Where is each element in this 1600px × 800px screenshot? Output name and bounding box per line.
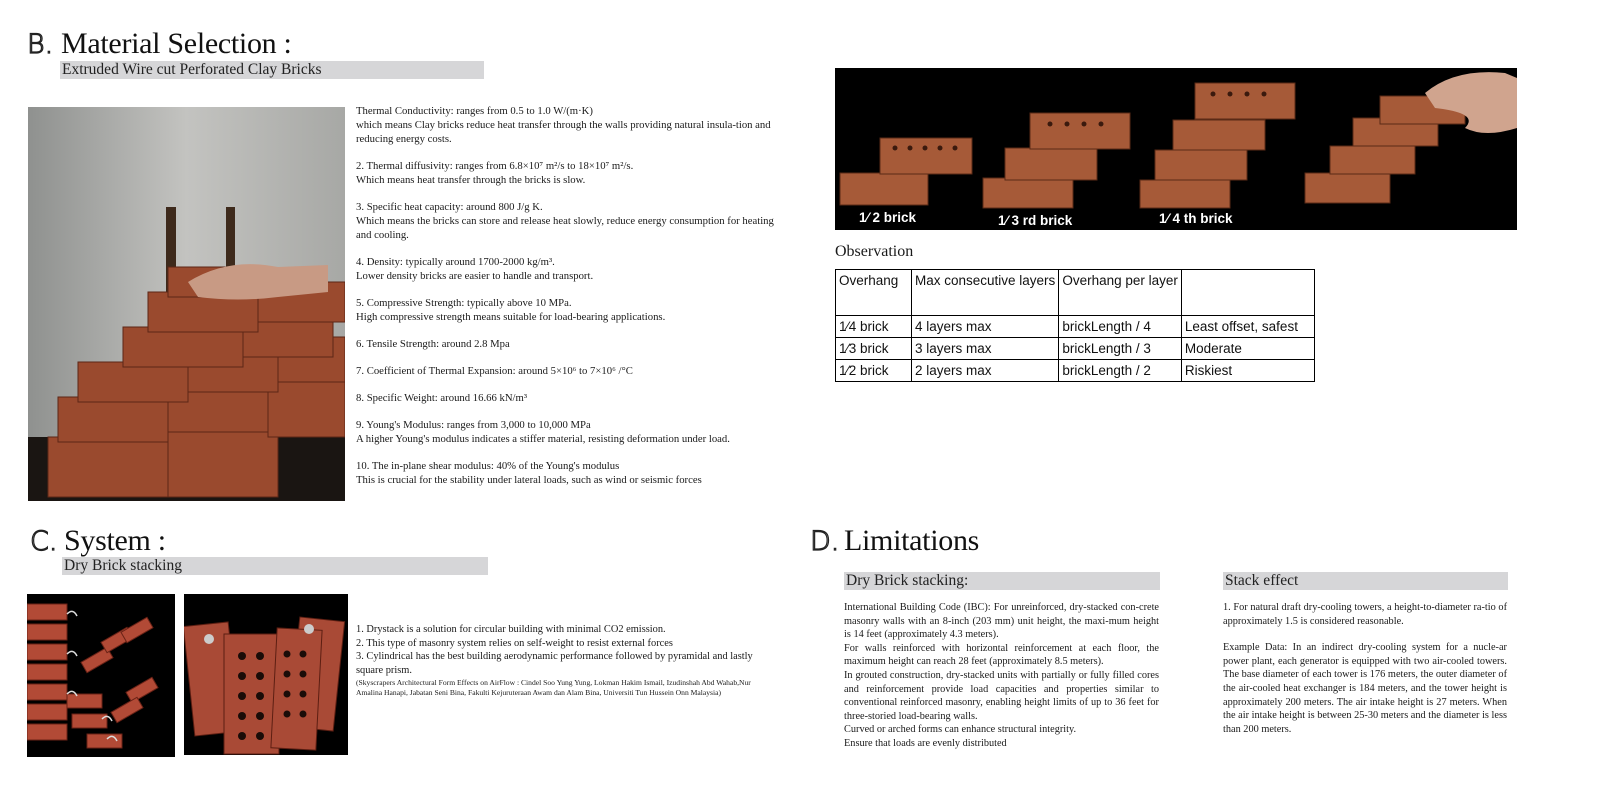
half-brick-label: 1⁄ 2 brick (859, 210, 917, 225)
table-header-row (836, 270, 1315, 316)
section-letter-c: C. (30, 526, 58, 557)
material-properties-list (356, 104, 776, 500)
limitation-paragraph: 1. For natural draft dry-cooling towers, a height-to-diameter ra-tio of approximately 1.5 is considered reasonable. (1223, 602, 1507, 627)
table-cell: 2 layers max (912, 360, 1059, 382)
observation-table (835, 269, 1315, 382)
table-cell: Riskiest (1181, 360, 1314, 382)
table-cell: 1⁄2 brick (836, 360, 912, 382)
system-point: 2. This type of masonry system relies on self-weight to resist external forces (356, 637, 673, 649)
table-cell: brickLength / 3 (1059, 338, 1182, 360)
property-item: 7. Coefficient of Thermal Expansion: around 5×10⁶ to 7×10⁶ /°C (356, 365, 633, 377)
table-row (836, 338, 1315, 360)
system-subtitle: Dry Brick stacking (62, 557, 488, 575)
table-cell: brickLength / 2 (1059, 360, 1182, 382)
material-subtitle: Extruded Wire cut Perforated Clay Bricks (60, 61, 484, 79)
limitation-paragraph: Ensure that loads are evenly distributed (844, 737, 1007, 749)
limitation-paragraph: International Building Code (IBC): For unreinforced, dry-stacked con-crete masonry walls with an 8-inch (203 mm) unit height, the maxi-mum height is 14 feet (approximately 4.3 meters). (844, 602, 1159, 641)
property-item: 4. Density: typically around 1700-2000 kg/m³. Lower density bricks are easier to handle and transport. (356, 256, 594, 282)
section-letter-b: B. (27, 29, 54, 60)
table-row (836, 316, 1315, 338)
observation-title: Observation (835, 243, 914, 260)
property-item: 5. Compressive Strength: typically above 10 MPa. High compressive strength means suitable for load-bearing applications. (356, 297, 666, 323)
property-item: 2. Thermal diffusivity: ranges from 6.8×10⁷ m²/s to 18×10⁷ m²/s. Which means heat transfer through the bricks is slow. (356, 160, 634, 186)
table-cell: 4 layers max (912, 316, 1059, 338)
perforated-bricks-illustration (184, 594, 348, 755)
third-brick-label: 1⁄ 3 rd brick (998, 213, 1073, 228)
quarter-brick-label: 1⁄ 4 th brick (1159, 211, 1233, 226)
limitation-paragraph: Example Data: In an indirect dry-cooling system for a nucle-ar power plant, each generator is equipped with two air-cooled towers. The base diameter of each tower is 176 meters, the outer diameter of the air-cooled heat exchanger is 184 meters, and the tower height is approximately 200 meters. The air intake height is 27 meters. When the air intake height is between 25-30 meters and the diameter is less than 200 meters. (1223, 642, 1507, 735)
stack-effect-heading: Stack effect (1223, 572, 1508, 590)
property-item: 6. Tensile Strength: around 2.8 Mpa (356, 338, 510, 350)
system-point: 3. Cylindrical has the best building aerodynamic performance followed by pyramidal and lastly square prism. (356, 651, 753, 676)
table-cell: Moderate (1181, 338, 1314, 360)
header-cell: Overhang per layer (1059, 270, 1182, 316)
system-point: 1. Drystack is a solution for circular building with minimal CO2 emission. (356, 624, 666, 635)
limitation-paragraph: Curved or arched forms can enhance structural integrity. (844, 724, 1077, 736)
property-item: 10. The in-plane shear modulus: 40% of the Young's modulus This is crucial for the stability under lateral loads, such as wind or seismic forces (356, 460, 702, 486)
limitation-paragraph: For walls reinforced with horizontal reinforcement at each floor, the maximum height can reach 28 feet (approximately 8.5 meters). (844, 642, 1159, 668)
brick-pile-illustration (28, 107, 345, 501)
material-selection-title: Material Selection : (61, 27, 292, 60)
system-title: System : (64, 524, 166, 557)
property-item: 9. Young's Modulus: ranges from 3,000 to 10,000 MPa A higher Young's modulus indicates a stiffer material, resisting deformation under load. (356, 419, 730, 445)
limitations-title: Limitations (844, 524, 980, 557)
brick-stacks-illustration (835, 68, 1517, 230)
section-letter-d: D. (810, 526, 840, 557)
dry-stacking-limitations (844, 601, 1159, 751)
brick-wall-pins-photo (27, 594, 175, 757)
table-cell: 3 layers max (912, 338, 1059, 360)
table-cell: Least offset, safest (1181, 316, 1314, 338)
dry-stacking-heading: Dry Brick stacking: (844, 572, 1160, 590)
system-points (356, 623, 776, 697)
table-cell: brickLength / 4 (1059, 316, 1182, 338)
table-cell: 1⁄4 brick (836, 316, 912, 338)
limitation-paragraph: In grouted construction, dry-stacked units with partially or fully filled cores and reinforcement provide load capacities and properties similar to conventional reinforced masonry, enabling height limits of up to 36 feet for three-storied load-bearing walls. (844, 669, 1159, 722)
header-cell: Max consecutive layers (912, 270, 1059, 316)
header-cell (1181, 270, 1314, 316)
brick-wall-illustration (27, 594, 175, 757)
property-item: 8. Specific Weight: around 16.66 kN/m³ (356, 392, 528, 404)
header-cell: Overhang (836, 270, 912, 316)
property-item: 3. Specific heat capacity: around 800 J/g K. Which means the bricks can store and release heat slowly, reduce energy consumption for heating and cooling. (356, 201, 774, 241)
overhang-stacking-photo (835, 68, 1517, 230)
property-item: Thermal Conductivity: ranges from 0.5 to 1.0 W/(m·K) which means Clay bricks reduce heat transfer through the walls providing natural insula-tion and reducing energy costs. (356, 105, 771, 145)
table-row (836, 360, 1315, 382)
system-reference: (Skyscrapers Architectural Form Effects on AirFlow : Cindel Soo Yung Yung, Lokman Hakim Ismail, Izudinshah Abd Wahab,Nur Amalina Hanapi, Jabatan Seni Bina, Fakulti Kejuruteraan Awam dan Alam Bina, Universiti Tun Hussein Onn Malaysia) (356, 678, 751, 697)
brick-pile-photo (28, 107, 345, 501)
perforated-bricks-photo (184, 594, 348, 755)
table-cell: 1⁄3 brick (836, 338, 912, 360)
stack-effect-limitations (1223, 601, 1507, 736)
